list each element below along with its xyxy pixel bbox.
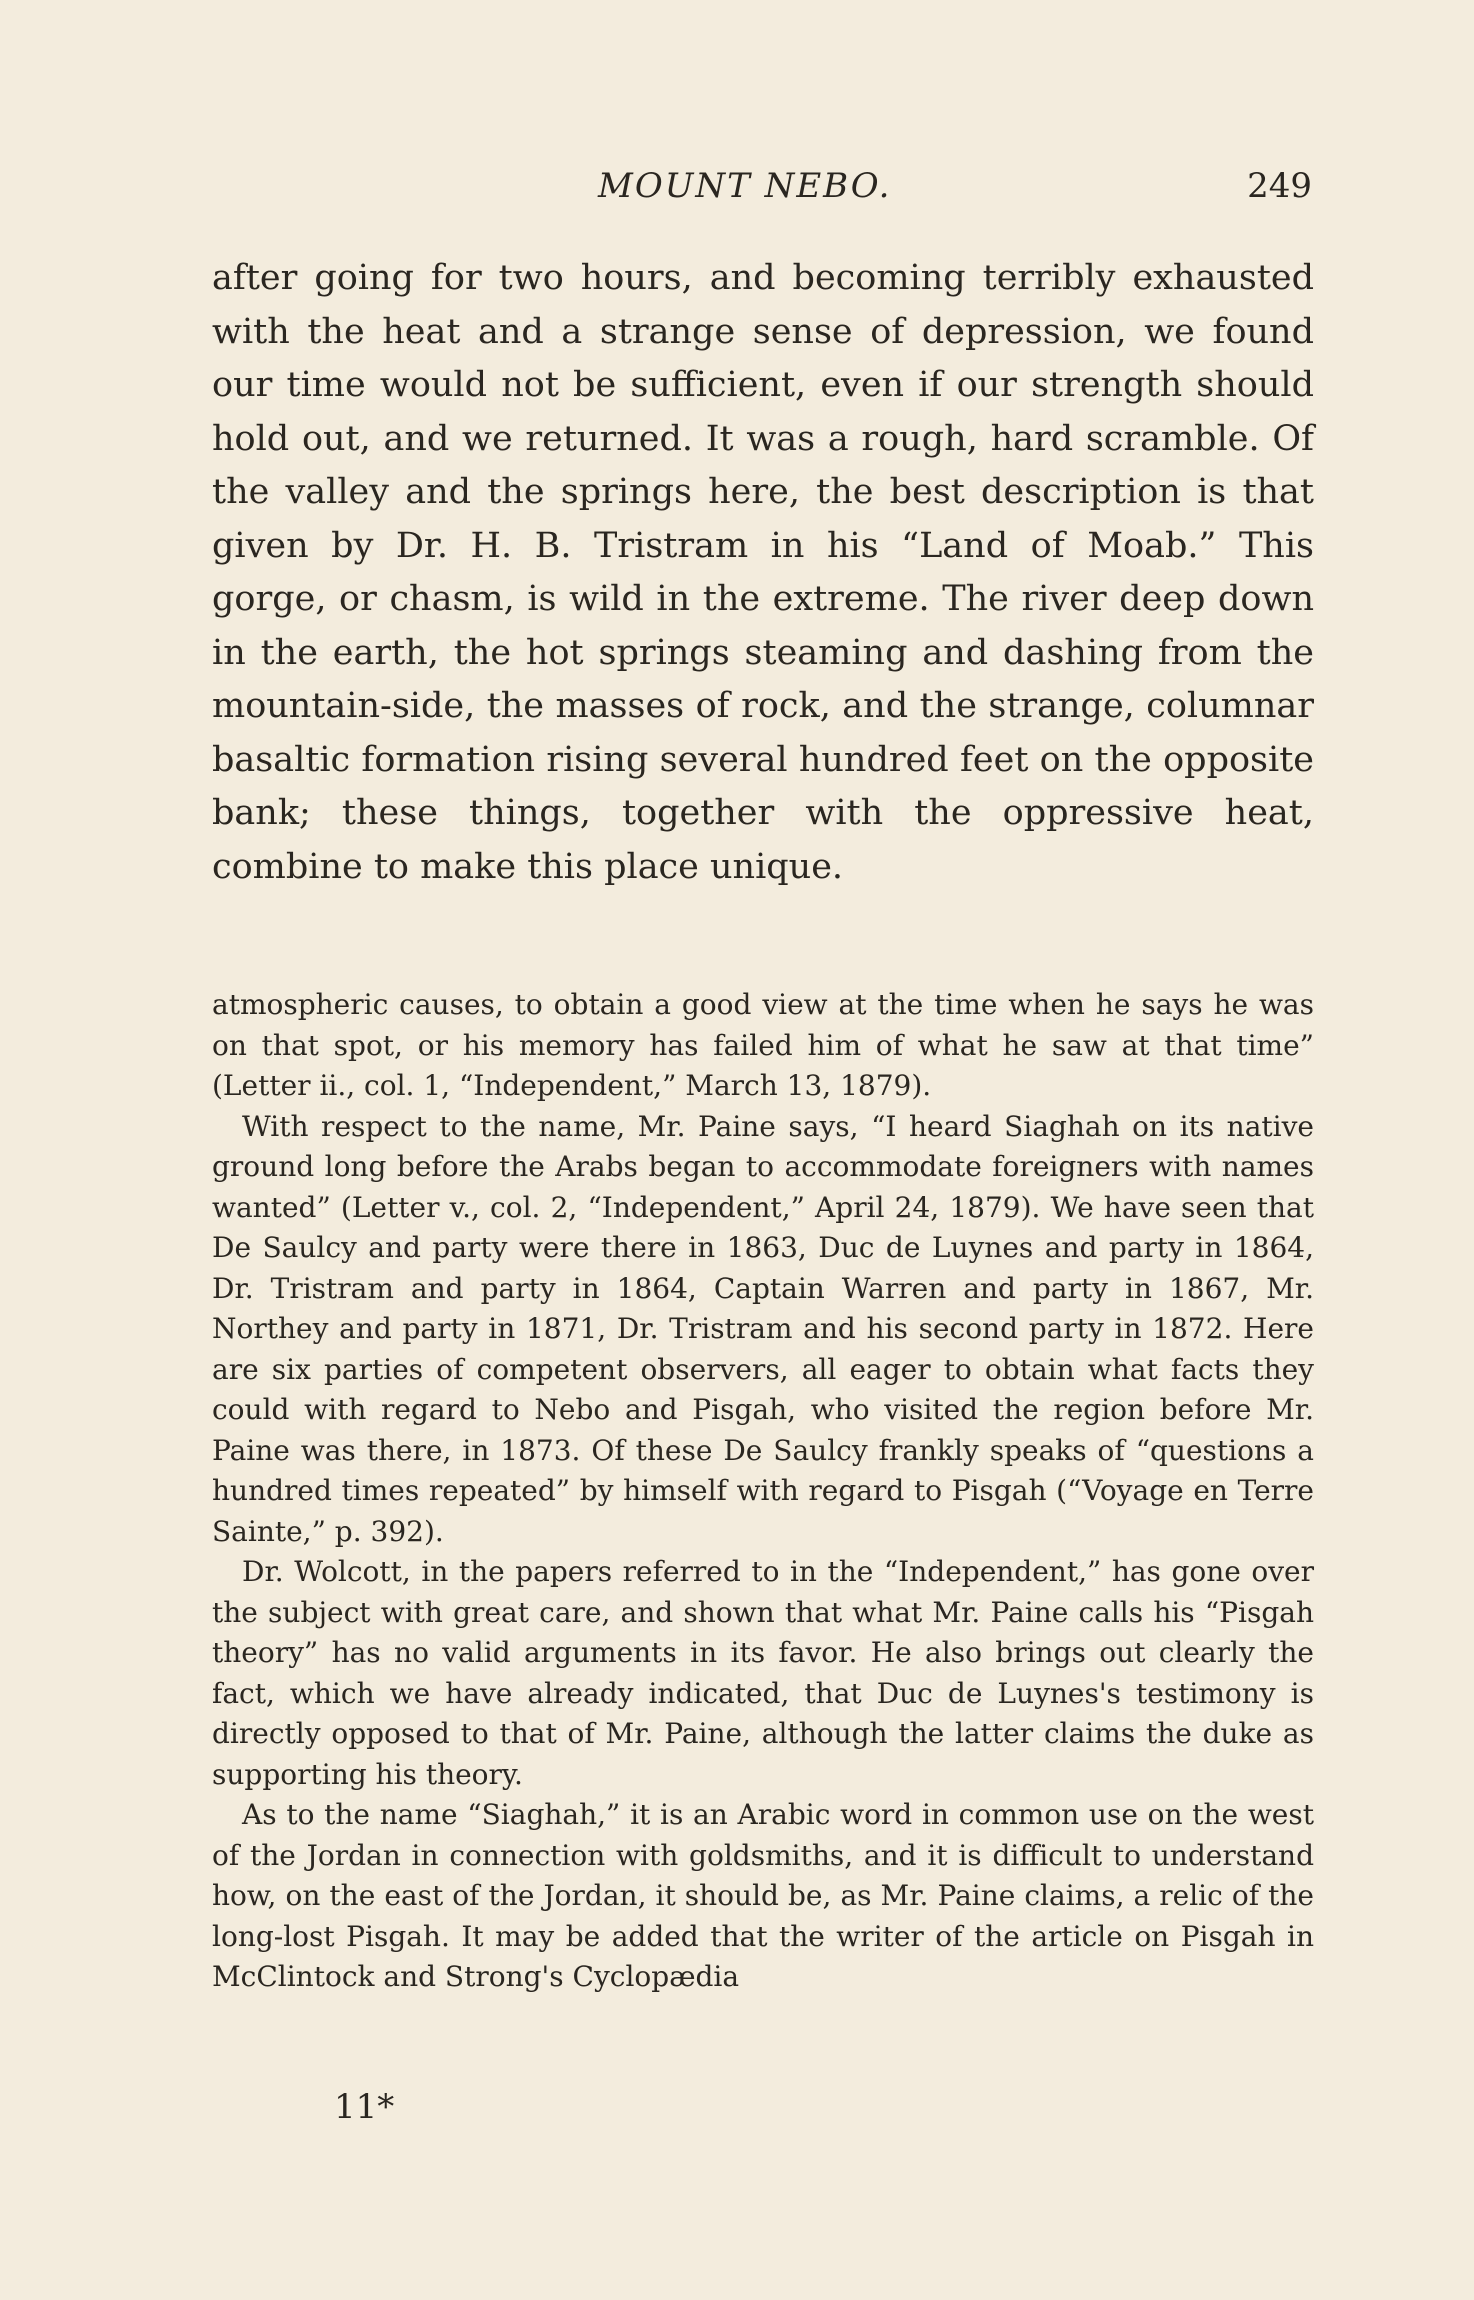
- main-text: [212, 252, 1314, 894]
- footnote-paragraph: As to the name “Siaghah,” it is an Arabic word in common use on the west of the Jordan in connection with goldsmiths, and it is difficult to understand how, on the east of the Jordan, it should be, as Mr. Paine claims, a relic of the long-lost Pisgah. It may be added that the writer of the article on Pisgah in McClintock and Strong's Cyclopædia: [212, 1798, 1314, 1993]
- footnote-paragraph: atmospheric causes, to obtain a good view at the time when he says he was on that spot, or his memory has failed him of what he saw at that time” (Letter ii., col. 1, “Independent,” March 13, 1879).: [212, 988, 1314, 1102]
- page-number: 249: [1247, 166, 1312, 206]
- footnote: [212, 985, 1314, 1998]
- running-title: MOUNT NEBO.: [598, 166, 892, 206]
- footnote-paragraph: With respect to the name, Mr. Paine says, “I heard Siaghah on its native ground long before the Arabs began to accommodate foreigners with names wanted” (Letter v., col. 2, “Independent,” April 24, 1879). We have seen that De Saulcy and party were there in 1863, Duc de Luynes and party in 1864, Dr. Tristram and party in 1864, Captain Warren and party in 1867, Mr. Northey and party in 1871, Dr. Tristram and his second party in 1872. Here are six parties of competent observers, all eager to obtain what facts they could with regard to Nebo and Pisgah, who visited the region before Mr. Paine was there, in 1873. Of these De Saulcy frankly speaks of “questions a hundred times repeated” by himself with regard to Pisgah (“Voyage en Terre Sainte,” p. 392).: [212, 1109, 1314, 1548]
- signature-mark: 11*: [334, 2087, 395, 2127]
- body-paragraph: after going for two hours, and becoming terribly exhausted with the heat and a strange sense of depression, we found our time would not be sufficient, even if our strength should hold out, and we returned. It was a rough, hard scramble. Of the valley and the springs here, the best description is that given by Dr. H. B. Tristram in his “Land of Moab.” This gorge, or chasm, is wild in the extreme. The river deep down in the earth, the hot springs steaming and dashing from the mountain-side, the masses of rock, and the strange, columnar basaltic formation rising several hundred feet on the opposite bank; these things, together with the oppressive heat, combine to make this place unique.: [212, 258, 1314, 887]
- footnote-paragraph: Dr. Wolcott, in the papers referred to in the “Independent,” has gone over the subject with great care, and shown that what Mr. Paine calls his “Pisgah theory” has no valid arguments in its favor. He also brings out clearly the fact, which we have already indicated, that Duc de Luynes's testimony is directly opposed to that of Mr. Paine, although the latter claims the duke as supporting his theory.: [212, 1555, 1314, 1791]
